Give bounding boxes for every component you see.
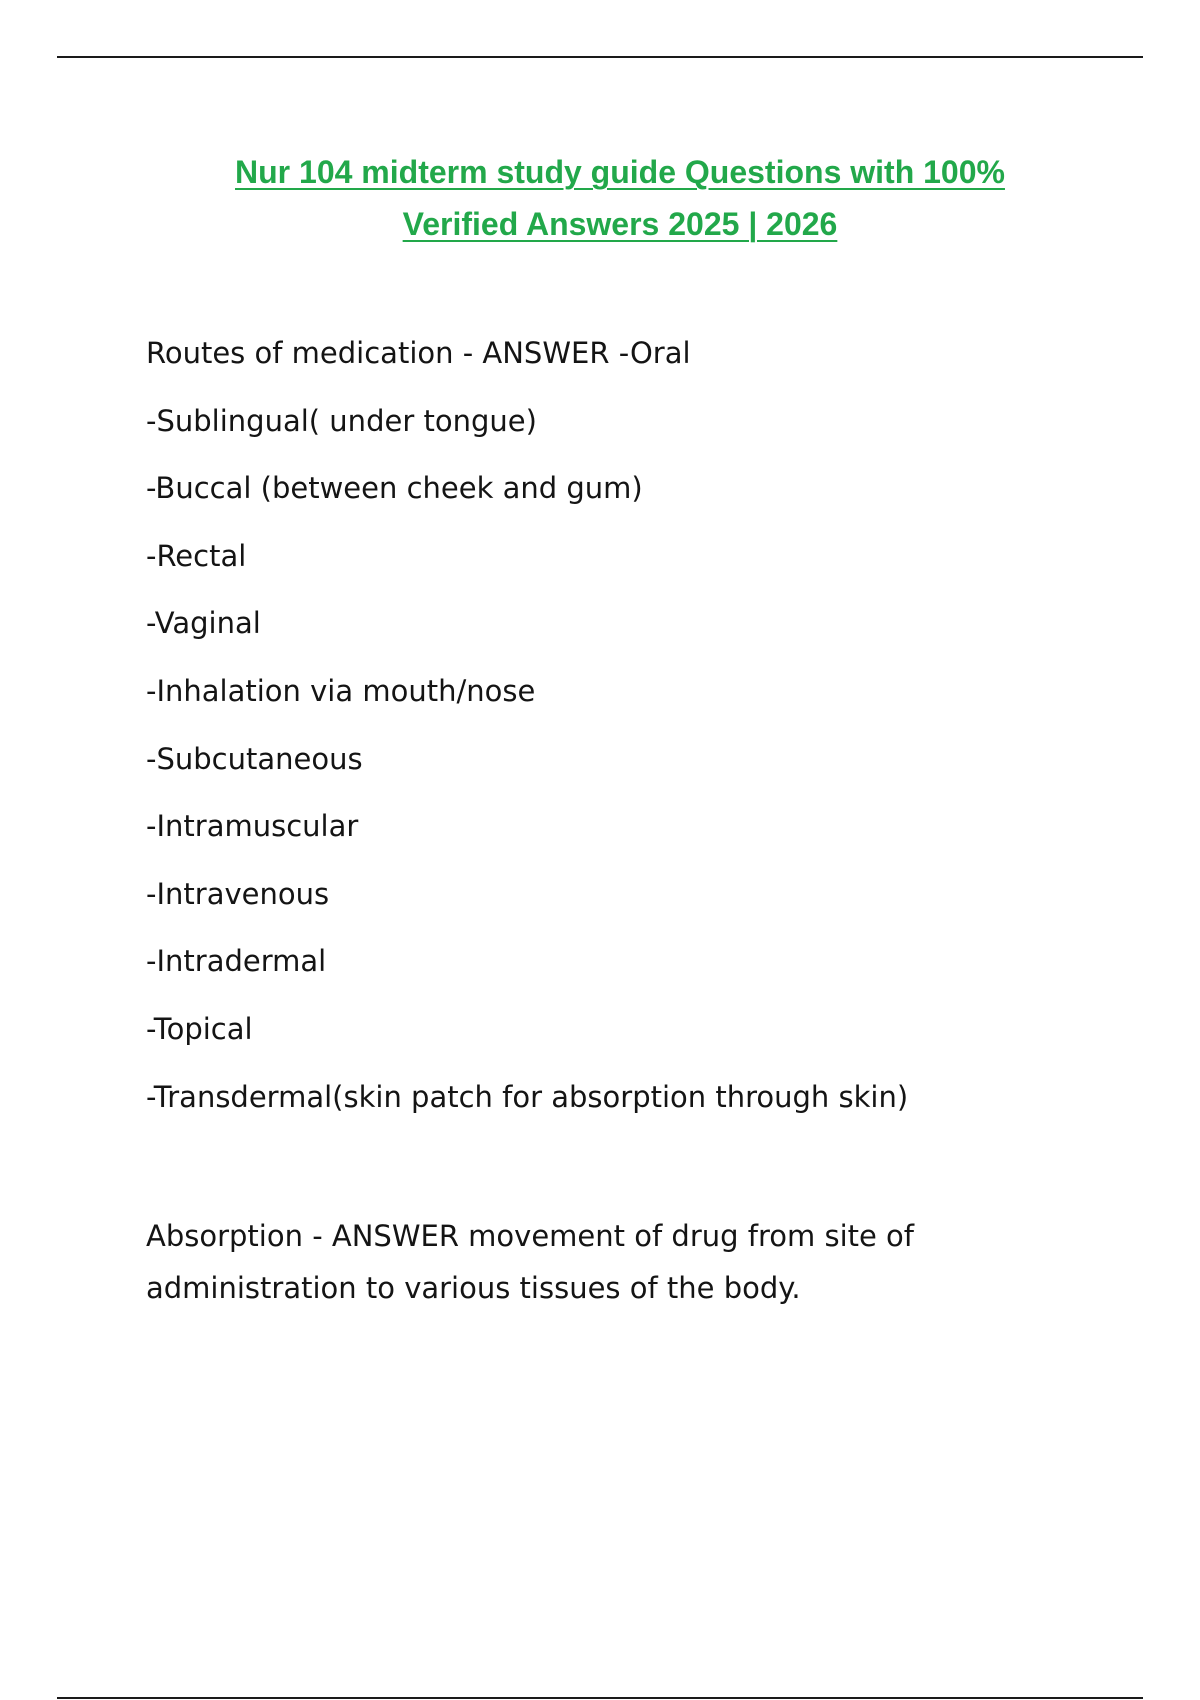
qa-line: Routes of medication - ANSWER -Oral [146,336,691,370]
qa-item-routes [146,332,1106,1143]
qa-line: -Sublingual( under tongue) [146,403,537,438]
qa-line: -Transdermal(skin patch for absorption through skin) [146,1079,909,1114]
qa-line: -Vaginal [146,606,261,641]
qa-line: -Topical [146,1011,253,1046]
qa-item-absorption [146,1210,1106,1314]
qa-line: -Intramuscular [146,809,359,844]
qa-line: -Rectal [146,538,247,573]
qa-line: -Intravenous [146,876,330,911]
bottom-rule [57,1697,1143,1699]
document-title [80,146,1160,250]
qa-line: -Intradermal [146,944,327,979]
qa-line: -Subcutaneous [146,741,363,776]
document-body [146,332,1106,1314]
qa-line: -Buccal (between cheek and gum) [146,471,643,506]
qa-text: Absorption - ANSWER movement of drug from site of administration to various tissues of the body. [146,1219,915,1306]
title-line-2: Verified Answers 2025 | 2026 [402,206,838,242]
title-line-1: Nur 104 midterm study guide Questions with 100% [235,154,1005,190]
top-rule [57,56,1143,58]
qa-line: -Inhalation via mouth/nose [146,673,536,708]
